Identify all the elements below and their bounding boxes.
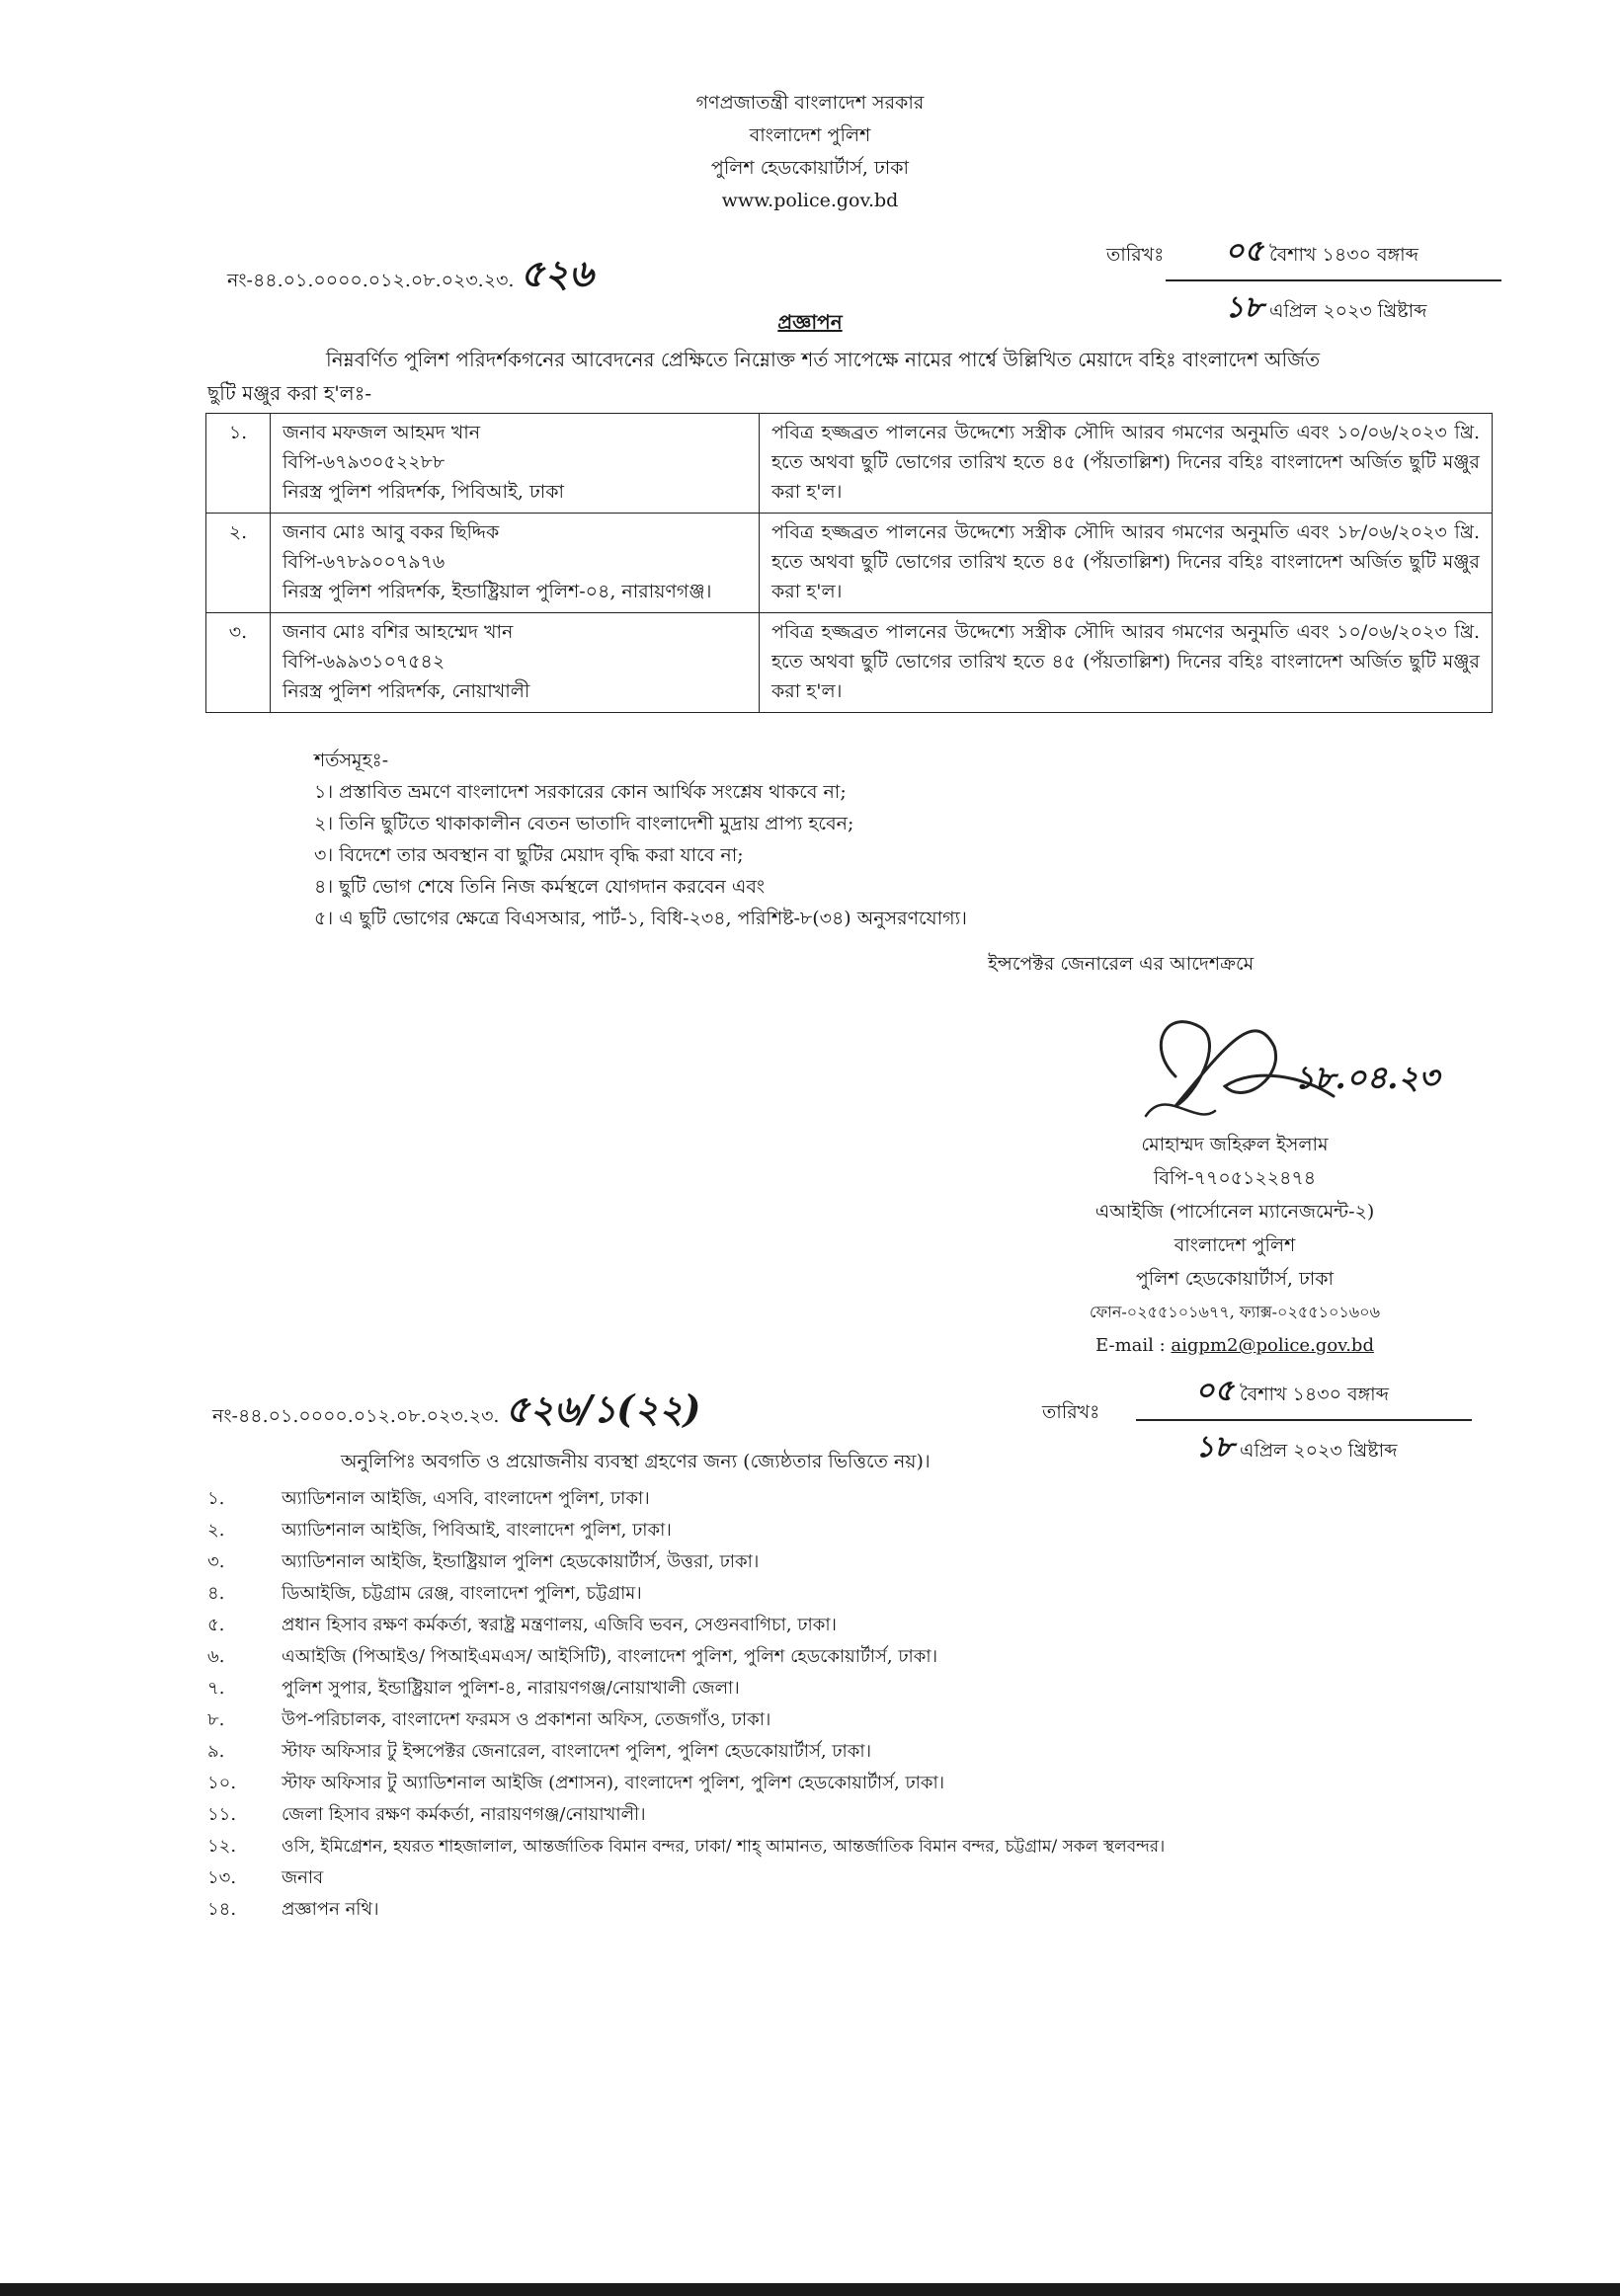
date-divider — [1136, 1419, 1472, 1421]
date-english: এপ্রিল ২০২৩ খ্রিষ্টাব্দ — [1239, 1440, 1398, 1462]
table-row — [206, 414, 1493, 514]
letterhead-office: পুলিশ হেডকোয়ার্টার্স, ঢাকা — [710, 157, 910, 179]
cc-text: প্রজ্ঞাপন নথি। — [282, 1899, 379, 1920]
cc-text: প্রধান হিসাব রক্ষণ কর্মকর্তা, স্বরাষ্ট্র মন্ত্রণালয়, এজিবি ভবন, সেগুনবাগিচা, ঢাকা। — [282, 1615, 837, 1635]
cc-text: অ্যাডিশনাল আইজি, ইন্ডাষ্ট্রিয়াল পুলিশ হেডকোয়ার্টার্স, উত্তরা, ঢাকা। — [282, 1551, 760, 1572]
signatory-name: মোহাম্মদ জহিরুল ইসলাম — [1141, 1134, 1329, 1155]
cc-number: ১৩. — [207, 1867, 237, 1888]
officer-bp: বিপি-৬৭৯৩০৫২২৮৮ — [283, 451, 446, 473]
list-item — [207, 1578, 1165, 1610]
leave-description: পবিত্র হজ্জব্রত পালনের উদ্দেশ্যে সস্ত্রীক সৌদি আরব গমণের অনুমতি এবং ১০/০৬/২০২৩ খ্রি. হতে অথবা ছুটি ভোগের তারিখ হতে ৪৫ (পঁয়তাল্লিশ) দিনের বহিঃ বাংলাদেশ অর্জিত ছুটি মঞ্জুর করা হ'ল। — [760, 414, 1493, 514]
cc-number: ৭. — [207, 1678, 225, 1699]
list-item — [207, 1736, 1165, 1768]
notice-intro: নিম্নবর্ণিত পুলিশ পরিদর্শকগনের আবেদনের প্রেক্ষিতে নিম্নোক্ত শর্ত সাপেক্ষে নামের পার্শ্বে উল্লিখিত মেয়াদে বহিঃ বাংলাদেশ অর্জিত — [326, 348, 1321, 371]
table-row — [206, 613, 1493, 713]
cc-text: পুলিশ সুপার, ইন্ডাষ্ট্রিয়াল পুলিশ-৪, নারায়ণগঞ্জ/নোয়াখালী জেলা। — [282, 1678, 740, 1699]
cc-text: জেলা হিসাব রক্ষণ কর্মকর্তা, নারায়ণগঞ্জ/নোয়াখালী। — [282, 1804, 646, 1825]
date-hand-bangla: ০৫ — [1195, 1374, 1234, 1408]
date-label: তারিখঃ — [1042, 1401, 1100, 1423]
officer-cell — [271, 613, 760, 713]
cc-text: উপ-পরিচালক, বাংলাদেশ ফরমস ও প্রকাশনা অফিস, তেজগাঁও, ঢাকা। — [282, 1709, 771, 1730]
list-item — [207, 1704, 1165, 1736]
officer-post: নিরস্ত্র পুলিশ পরিদর্শক, ইন্ডাষ্ট্রিয়াল পুলিশ-০৪, নারায়ণগঞ্জ। — [283, 581, 712, 602]
date-bangla: বৈশাখ ১৪৩০ বঙ্গাব্দ — [1269, 244, 1418, 266]
condition-item: ৫। এ ছুটি ভোগের ক্ষেত্রে বিএসআর, পার্ট-১, বিধি-২৩৪, পরিশিষ্ট-৮(৩৪) অনুসরণযোগ্য। — [314, 908, 967, 929]
signatory-org: বাংলাদেশ পুলিশ — [1174, 1234, 1296, 1256]
memo2-number — [212, 1381, 701, 1444]
date-bangla: বৈশাখ ১৪৩০ বঙ্গাব্দ — [1240, 1384, 1389, 1405]
list-item — [207, 1768, 1165, 1799]
officer-cell — [271, 414, 760, 514]
serial: ২. — [206, 514, 271, 613]
cc-number: ৫. — [207, 1615, 225, 1635]
list-item — [207, 1641, 1165, 1673]
cc-text: ওসি, ইমিগ্রেশন, হযরত শাহজালাল, আন্তর্জাতিক বিমান বন্দর, ঢাকা/ শাহ্ আমানত, আন্তর্জাতিক বিমান বন্দর, চট্টগ্রাম/ সকল স্থলবন্দর। — [282, 1837, 1166, 1857]
signatory-email-row — [978, 1329, 1492, 1363]
cc-text: অ্যাডিশনাল আইজি, এসবি, বাংলাদেশ পুলিশ, ঢাকা। — [282, 1488, 650, 1509]
memo-number-text: নং-৪৪.০১.০০০০.০১২.০৮.০২৩.২৩. — [227, 270, 515, 291]
cc-number: ৪. — [207, 1583, 225, 1604]
cc-number: ২. — [207, 1520, 225, 1541]
date-divider — [1166, 279, 1501, 281]
officer-post: নিরস্ত্র পুলিশ পরিদর্শক, নোয়াখালী — [283, 680, 530, 702]
list-item — [207, 1831, 1165, 1862]
memo2-date-block — [1136, 1367, 1472, 1473]
memo2-date — [1042, 1398, 1099, 1430]
memo-number-handwritten: ৫২৬ — [520, 251, 594, 295]
list-item — [207, 1546, 1165, 1578]
date-label: তারিখঃ — [1106, 244, 1165, 266]
cc-text: স্টাফ অফিসার টু অ্যাডিশনাল আইজি (প্রশাসন), বাংলাদেশ পুলিশ, পুলিশ হেডকোয়ার্টার্স, ঢাকা। — [282, 1773, 945, 1793]
serial: ৩. — [206, 613, 271, 713]
condition-item: ৩। বিদেশে তার অবস্থান বা ছুটির মেয়াদ বৃদ্ধি করা যাবে না; — [314, 844, 744, 866]
order-line: ইন্সপেক্টর জেনারেল এর আদেশক্রমে — [988, 953, 1255, 975]
officer-name: জনাব মোঃ বশির আহম্মেদ খান — [283, 621, 514, 643]
signatory-block — [978, 1128, 1492, 1363]
memo-date — [1106, 241, 1164, 273]
cc-number: ৯. — [207, 1741, 225, 1762]
letterhead-website: www.police.gov.bd — [721, 190, 899, 211]
leave-description: পবিত্র হজ্জব্রত পালনের উদ্দেশ্যে সস্ত্রীক সৌদি আরব গমণের অনুমতি এবং ১৮/০৬/২০২৩ খ্রি. হতে অথবা ছুটি ভোগের তারিখ হতে ৪৫ (পঁয়তাল্লিশ) দিনের বহিঃ বাংলাদেশ অর্জিত ছুটি মঞ্জুর করা হ'ল। — [760, 514, 1493, 613]
date-hand-english: ১৮ — [1195, 1430, 1234, 1465]
memo2-number-handwritten: ৫২৬/১(২২) — [505, 1386, 701, 1431]
cc-text: ডিআইজি, চট্টগ্রাম রেঞ্জ, বাংলাদেশ পুলিশ, চট্টগ্রাম। — [282, 1583, 642, 1604]
officer-name: জনাব মফজল আহমদ খান — [283, 422, 481, 443]
conditions-title: শর্তসমূহঃ- — [314, 750, 389, 771]
date-english: এপ্রিল ২০২৩ খ্রিষ্টাব্দ — [1268, 300, 1427, 322]
cc-text: স্টাফ অফিসার টু ইন্সপেক্টর জেনারেল, বাংলাদেশ পুলিশ, পুলিশ হেডকোয়ার্টার্স, ঢাকা। — [282, 1741, 872, 1762]
scan-edge — [0, 2283, 1620, 2296]
email-label: E-mail : — [1095, 1335, 1166, 1356]
conditions-list — [314, 776, 967, 934]
leave-table — [205, 413, 1493, 713]
cc-list — [207, 1483, 1165, 1926]
memo2-number-text: নং-৪৪.০১.০০০০.০১২.০৮.০২৩.২৩. — [212, 1405, 500, 1427]
cc-number: ৮. — [207, 1709, 225, 1730]
letterhead — [0, 87, 1620, 217]
cc-text: এআইজি (পিআইও/ পিআইএমএস/ আইসিটি), বাংলাদেশ পুলিশ, পুলিশ হেডকোয়ার্টার্স, ঢাকা। — [282, 1646, 938, 1667]
cc-number: ১৪. — [207, 1899, 237, 1920]
cc-text: জনাব — [282, 1867, 324, 1888]
cc-title: অনুলিপিঃ অবগতি ও প্রয়োজনীয় ব্যবস্থা গ্রহণের জন্য (জ্যেষ্ঠতার ভিত্তিতে নয়)। — [341, 1451, 931, 1472]
list-item — [207, 1862, 1165, 1894]
cc-text: অ্যাডিশনাল আইজি, পিবিআই, বাংলাদেশ পুলিশ, ঢাকা। — [282, 1520, 672, 1541]
list-item — [207, 1515, 1165, 1546]
condition-item: ১। প্রস্তাবিত ভ্রমণে বাংলাদেশ সরকারের কোন আর্থিক সংশ্লেষ থাকবে না; — [314, 781, 847, 803]
cc-number: ১২. — [207, 1836, 237, 1857]
cc-number: ১. — [207, 1488, 225, 1509]
cc-number: ৩. — [207, 1551, 225, 1572]
officer-name: জনাব মোঃ আবু বকর ছিদ্দিক — [283, 521, 500, 543]
list-item — [207, 1799, 1165, 1831]
date-hand-english: ১৮ — [1225, 290, 1263, 325]
condition-item: ৪। ছুটি ভোগ শেষে তিনি নিজ কর্মস্থলে যোগদান করবেন এবং — [314, 876, 766, 898]
list-item — [207, 1610, 1165, 1641]
serial: ১. — [206, 414, 271, 514]
list-item — [207, 1894, 1165, 1926]
notice-intro-cont: ছুটি মঞ্জুর করা হ'লঃ- — [207, 381, 372, 405]
letterhead-government: গণপ্রজাতন্ত্রী বাংলাদেশ সরকার — [695, 92, 925, 114]
officer-cell — [271, 514, 760, 613]
signature-date: ১৮.০৪.২৩ — [1294, 1059, 1439, 1096]
officer-bp: বিপি-৬৭৮৯০০৭৯৭৬ — [283, 551, 446, 573]
cc-number: ১১. — [207, 1804, 237, 1825]
cc-number: ১০. — [207, 1773, 237, 1793]
date-hand-bangla: ০৫ — [1225, 234, 1263, 269]
officer-bp: বিপি-৬৯৯৩১০৭৫৪২ — [283, 651, 446, 673]
table-row — [206, 514, 1493, 613]
condition-item: ২। তিনি ছুটিতে থাকাকালীন বেতন ভাতাদি বাংলাদেশী মুদ্রায় প্রাপ্য হবেন; — [314, 813, 854, 834]
list-item — [207, 1673, 1165, 1704]
signatory-office: পুলিশ হেডকোয়ার্টার্স, ঢাকা — [1135, 1268, 1335, 1290]
officer-post: নিরস্ত্র পুলিশ পরিদর্শক, পিবিআই, ঢাকা — [283, 481, 565, 503]
email-link[interactable]: aigpm2@police.gov.bd — [1171, 1335, 1374, 1356]
list-item — [207, 1483, 1165, 1515]
signatory-bp: বিপি-৭৭০৫১২২৪৭৪ — [1153, 1167, 1317, 1189]
signatory-phone: ফোন-০২৫৫১০১৬৭৭, ফ্যাক্স-০২৫৫১০১৬০৬ — [1090, 1303, 1380, 1321]
letterhead-department: বাংলাদেশ পুলিশ — [749, 124, 871, 146]
memo-number — [227, 245, 594, 308]
cc-number: ৬. — [207, 1646, 225, 1667]
leave-description: পবিত্র হজ্জব্রত পালনের উদ্দেশ্যে সস্ত্রীক সৌদি আরব গমণের অনুমতি এবং ১০/০৬/২০২৩ খ্রি. হতে অথবা ছুটি ভোগের তারিখ হতে ৪৫ (পঁয়তাল্লিশ) দিনের বহিঃ বাংলাদেশ অর্জিত ছুটি মঞ্জুর করা হ'ল। — [760, 613, 1493, 713]
signatory-designation: এআইজি (পার্সোনেল ম্যানেজমেন্ট-২) — [1094, 1201, 1375, 1223]
notice-title: প্রজ্ঞাপন — [777, 310, 843, 334]
